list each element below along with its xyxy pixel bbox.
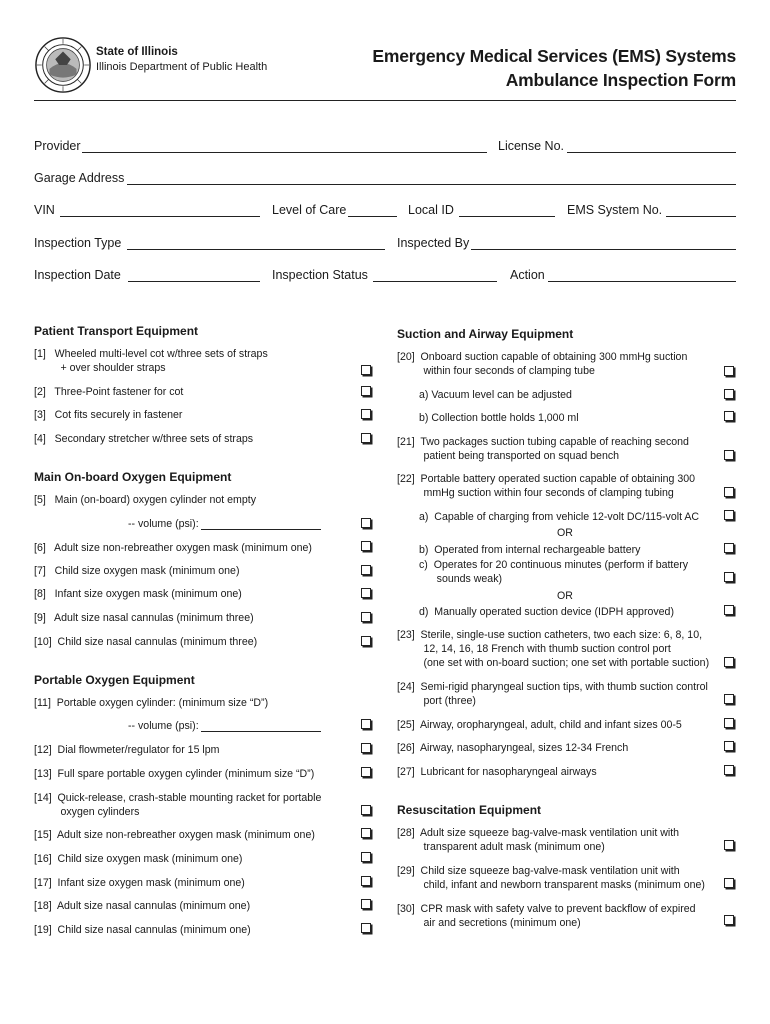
provider-label: Provider (34, 139, 81, 153)
item-25: [25] Airway, oropharyngeal, adult, child and infant sizes 00-5 (397, 719, 682, 731)
vin-label: VIN (34, 203, 55, 217)
item-22b: b) Operated from internal rechargeable battery (419, 544, 641, 556)
item-22-line2: mmHg suction within four seconds of clamping tubing (397, 487, 674, 499)
provider-field[interactable] (82, 152, 487, 153)
action-field[interactable] (548, 281, 736, 282)
garage-address-label: Garage Address (34, 171, 125, 185)
item-14-line2: oxygen cylinders (34, 806, 140, 818)
checkbox-item-4[interactable] (361, 433, 371, 443)
action-label: Action (510, 268, 545, 282)
checkbox-item-11[interactable] (361, 719, 371, 729)
checkbox-item-19[interactable] (361, 923, 371, 933)
form-title-line1: Emergency Medical Services (EMS) Systems (372, 46, 736, 66)
item-5: [5] Main (on-board) oxygen cylinder not empty (34, 494, 256, 506)
checkbox-item-16[interactable] (361, 852, 371, 862)
or-separator-1: OR (557, 527, 573, 539)
inspection-status-label: Inspection Status (272, 268, 368, 282)
item-28-line2: transparent adult mask (minimum one) (397, 841, 605, 853)
item-29-line1: [29] Child size squeeze bag-valve-mask ventilation unit with (397, 865, 680, 877)
item-22c-line1: c) Operates for 20 continuous minutes (perform if battery (419, 559, 689, 571)
checkbox-item-1[interactable] (361, 365, 371, 375)
checkbox-item-5[interactable] (361, 518, 371, 528)
item-16: [16] Child size oxygen mask (minimum one) (34, 853, 243, 865)
garage-address-field[interactable] (127, 184, 736, 185)
item-6: [6] Adult size non-rebreather oxygen mask (minimum one) (34, 542, 312, 554)
checkbox-item-26[interactable] (724, 741, 734, 751)
inspection-status-field[interactable] (373, 281, 497, 282)
checkbox-item-12[interactable] (361, 743, 371, 753)
local-id-label: Local ID (408, 203, 454, 217)
item-2: [2] Three-Point fastener for cot (34, 386, 184, 398)
inspection-type-label: Inspection Type (34, 236, 122, 250)
ems-system-no-field[interactable] (666, 216, 736, 217)
item-24-line1: [24] Semi-rigid pharyngeal suction tips, with thumb suction control (397, 681, 708, 693)
license-no-label: License No. (498, 139, 565, 153)
item-1-line2: + over shoulder straps (34, 362, 166, 374)
item-24-line2: port (three) (397, 695, 476, 707)
agency-state: State of Illinois (96, 46, 178, 58)
item-29-line2: child, infant and newborn transparent masks (minimum one) (397, 879, 705, 891)
section-patient-transport: Patient Transport Equipment (34, 324, 199, 338)
item-22d: d) Manually operated suction device (IDPH approved) (419, 606, 674, 618)
item-11: [11] Portable oxygen cylinder: (minimum size “D”) (34, 697, 269, 709)
checkbox-item-23[interactable] (724, 657, 734, 667)
checkbox-item-6[interactable] (361, 541, 371, 551)
vin-field[interactable] (60, 216, 260, 217)
agency-department: Illinois Department of Public Health (96, 61, 268, 73)
item-5-volume-field[interactable] (201, 529, 321, 530)
item-3: [3] Cot fits securely in fastener (34, 409, 183, 421)
item-20-line1: [20] Onboard suction capable of obtaining 300 mmHg suction (397, 351, 688, 363)
item-10: [10] Child size nasal cannulas (minimum three) (34, 636, 258, 648)
item-5-volume-label: -- volume (psi): (128, 518, 199, 530)
form-title (372, 44, 736, 92)
item-18: [18] Adult size nasal cannulas (minimum one) (34, 900, 251, 912)
item-30-line1: [30] CPR mask with safety valve to prevent backflow of expired (397, 903, 696, 915)
inspected-by-field[interactable] (471, 249, 736, 250)
section-resuscitation: Resuscitation Equipment (397, 803, 542, 817)
checkbox-item-22c[interactable] (724, 572, 734, 582)
inspection-date-field[interactable] (128, 281, 260, 282)
item-13: [13] Full spare portable oxygen cylinder (minimum size “D”) (34, 768, 315, 780)
item-1-line1: [1] Wheeled multi-level cot w/three sets of straps (34, 348, 268, 360)
checkbox-item-14[interactable] (361, 805, 371, 815)
checkbox-item-7[interactable] (361, 565, 371, 575)
checkbox-item-9[interactable] (361, 612, 371, 622)
state-seal-icon (34, 36, 92, 94)
item-12: [12] Dial flowmeter/regulator for 15 lpm (34, 744, 220, 756)
form-title-line2: Ambulance Inspection Form (505, 70, 736, 90)
item-22c-line2: sounds weak) (419, 573, 503, 585)
checkbox-item-25[interactable] (724, 718, 734, 728)
item-22-line1: [22] Portable battery operated suction capable of obtaining 300 (397, 473, 696, 485)
or-separator-2: OR (557, 590, 573, 602)
checkbox-item-27[interactable] (724, 765, 734, 775)
level-of-care-label: Level of Care (272, 203, 347, 217)
checkbox-item-30[interactable] (724, 915, 734, 925)
checkbox-item-20a[interactable] (724, 389, 734, 399)
checkbox-item-22d[interactable] (724, 605, 734, 615)
checkbox-item-21[interactable] (724, 450, 734, 460)
item-20-line2: within four seconds of clamping tube (397, 365, 595, 377)
header-divider (34, 100, 736, 101)
item-20b: b) Collection bottle holds 1,000 ml (419, 412, 579, 424)
item-8: [8] Infant size oxygen mask (minimum one) (34, 588, 242, 600)
checkbox-item-17[interactable] (361, 876, 371, 886)
inspected-by-label: Inspected By (397, 236, 470, 250)
item-28-line1: [28] Adult size squeeze bag-valve-mask ventilation unit with (397, 827, 680, 839)
checkbox-item-3[interactable] (361, 409, 371, 419)
item-20a: a) Vacuum level can be adjusted (419, 389, 572, 401)
item-27: [27] Lubricant for nasopharyngeal airways (397, 766, 597, 778)
item-23-line1: [23] Sterile, single-use suction catheters, two each size: 6, 8, 10, (397, 629, 703, 641)
checkbox-item-10[interactable] (361, 636, 371, 646)
item-14-line1: [14] Quick-release, crash-stable mounting racket for portable (34, 792, 322, 804)
section-portable-oxygen: Portable Oxygen Equipment (34, 673, 195, 687)
checkbox-item-2[interactable] (361, 386, 371, 396)
checkbox-item-28[interactable] (724, 840, 734, 850)
item-23-line3: (one set with on-board suction; one set with portable suction) (397, 657, 710, 669)
inspection-type-field[interactable] (127, 249, 385, 250)
item-17: [17] Infant size oxygen mask (minimum one) (34, 877, 245, 889)
checkbox-item-29[interactable] (724, 878, 734, 888)
item-19: [19] Child size nasal cannulas (minimum one) (34, 924, 251, 936)
checkbox-item-22[interactable] (724, 487, 734, 497)
checkbox-item-8[interactable] (361, 588, 371, 598)
license-no-field[interactable] (567, 152, 736, 153)
checkbox-item-24[interactable] (724, 694, 734, 704)
checkbox-item-13[interactable] (361, 767, 371, 777)
item-9: [9] Adult size nasal cannulas (minimum three) (34, 612, 254, 624)
checkbox-item-22b[interactable] (724, 543, 734, 553)
item-11-volume-label: -- volume (psi): (128, 720, 199, 732)
item-22a: a) Capable of charging from vehicle 12-volt DC/115-volt AC (419, 511, 700, 523)
section-main-oxygen: Main On-board Oxygen Equipment (34, 470, 232, 484)
local-id-field[interactable] (459, 216, 555, 217)
item-21-line1: [21] Two packages suction tubing capable of reaching second (397, 436, 689, 448)
item-30-line2: air and secretions (minimum one) (397, 917, 581, 929)
item-15: [15] Adult size non-rebreather oxygen mask (minimum one) (34, 829, 315, 841)
checkbox-item-20b[interactable] (724, 411, 734, 421)
checkbox-item-22a[interactable] (724, 510, 734, 520)
checkbox-item-20[interactable] (724, 366, 734, 376)
inspection-date-label: Inspection Date (34, 268, 121, 282)
item-23-line2: 12, 14, 16, 18 French with thumb suction control port (397, 643, 671, 655)
level-of-care-field[interactable] (348, 216, 397, 217)
item-11-volume-field[interactable] (201, 731, 321, 732)
ems-system-no-label: EMS System No. (567, 203, 663, 217)
section-suction-airway: Suction and Airway Equipment (397, 327, 574, 341)
checkbox-item-15[interactable] (361, 828, 371, 838)
item-21-line2: patient being transported on squad bench (397, 450, 620, 462)
item-4: [4] Secondary stretcher w/three sets of straps (34, 433, 254, 445)
checkbox-item-18[interactable] (361, 899, 371, 909)
item-7: [7] Child size oxygen mask (minimum one) (34, 565, 240, 577)
item-26: [26] Airway, nasopharyngeal, sizes 12-34 French (397, 742, 629, 754)
